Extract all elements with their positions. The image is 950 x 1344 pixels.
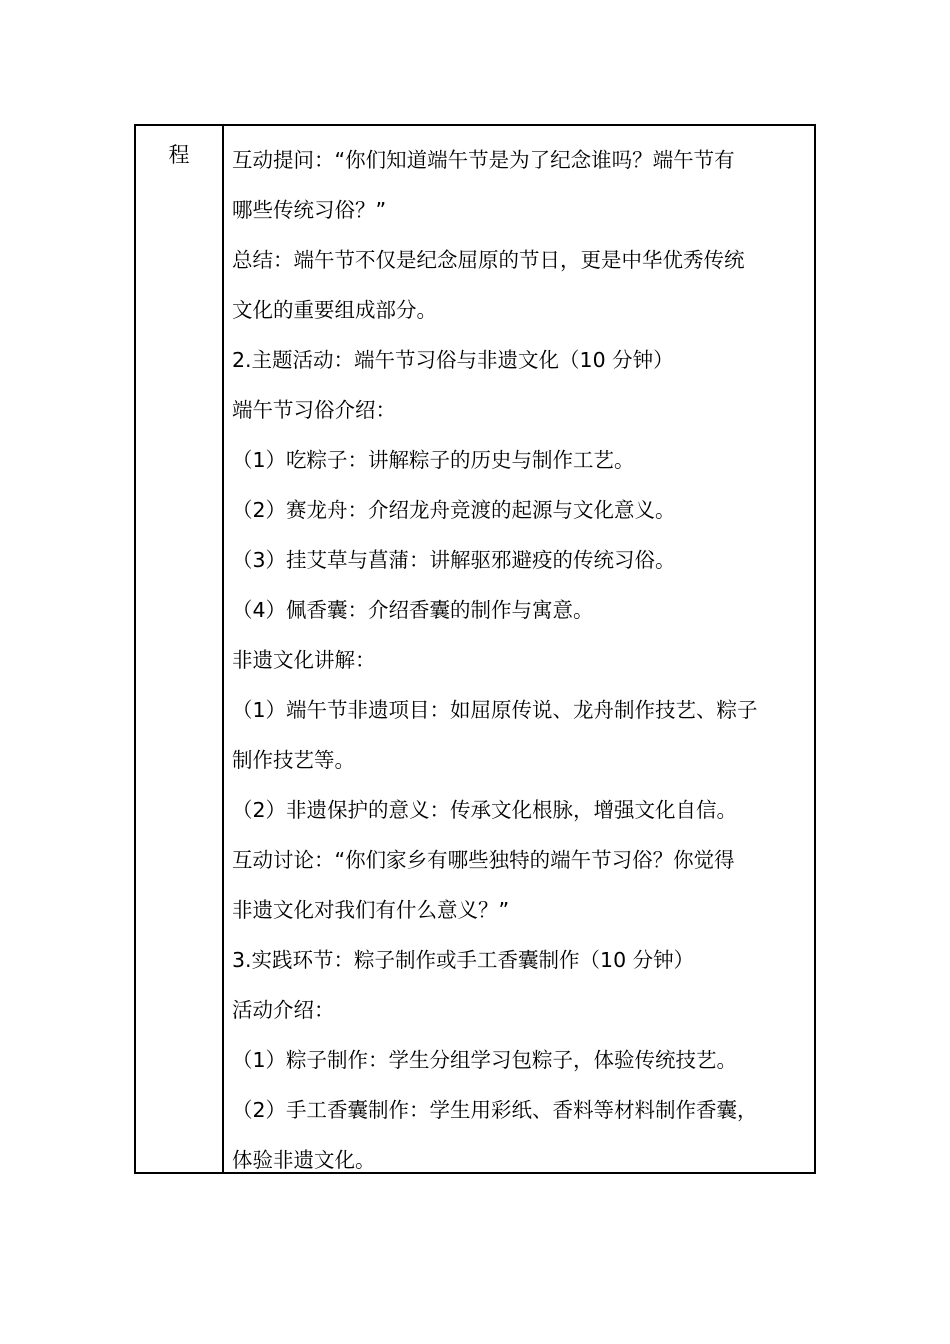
content-line: 互动提问：“你们知道端午节是为了纪念谁吗？端午节有	[232, 148, 735, 172]
content-line: 哪些传统习俗？”	[232, 198, 387, 222]
section-heading: 2.主题活动：端午节习俗与非遗文化（10 分钟）	[232, 348, 674, 372]
list-item: （2）非遗保护的意义：传承文化根脉，增强文化自信。	[232, 798, 738, 822]
content-line: 体验非遗文化。	[232, 1148, 376, 1172]
content-line: 端午节习俗介绍：	[232, 398, 396, 422]
content-line: 非遗文化对我们有什么意义？”	[232, 898, 510, 922]
lesson-plan-table	[134, 124, 816, 1174]
list-item: （4）佩香囊：介绍香囊的制作与寓意。	[232, 598, 594, 622]
content-line: 互动讨论：“你们家乡有哪些独特的端午节习俗？你觉得	[232, 848, 735, 872]
content-line: 制作技艺等。	[232, 748, 355, 772]
content-line: 非遗文化讲解：	[232, 648, 376, 672]
list-item: （2）赛龙舟：介绍龙舟竞渡的起源与文化意义。	[232, 498, 676, 522]
content-cell	[224, 126, 814, 1172]
content-line: 文化的重要组成部分。	[232, 298, 437, 322]
list-item: （2）手工香囊制作：学生用彩纸、香料等材料制作香囊，	[232, 1098, 758, 1122]
content-line: 活动介绍：	[232, 998, 335, 1022]
section-label-cell	[136, 126, 224, 1172]
list-item: （1）吃粽子：讲解粽子的历史与制作工艺。	[232, 448, 635, 472]
list-item: （3）挂艾草与菖蒲：讲解驱邪避疫的传统习俗。	[232, 548, 676, 572]
section-label: 程	[168, 143, 190, 167]
list-item: （1）端午节非遗项目：如屈原传说、龙舟制作技艺、粽子	[232, 698, 758, 722]
content-line: 总结：端午节不仅是纪念屈原的节日，更是中华优秀传统	[232, 248, 745, 272]
section-heading: 3.实践环节：粽子制作或手工香囊制作（10 分钟）	[232, 948, 695, 972]
list-item: （1）粽子制作：学生分组学习包粽子，体验传统技艺。	[232, 1048, 738, 1072]
